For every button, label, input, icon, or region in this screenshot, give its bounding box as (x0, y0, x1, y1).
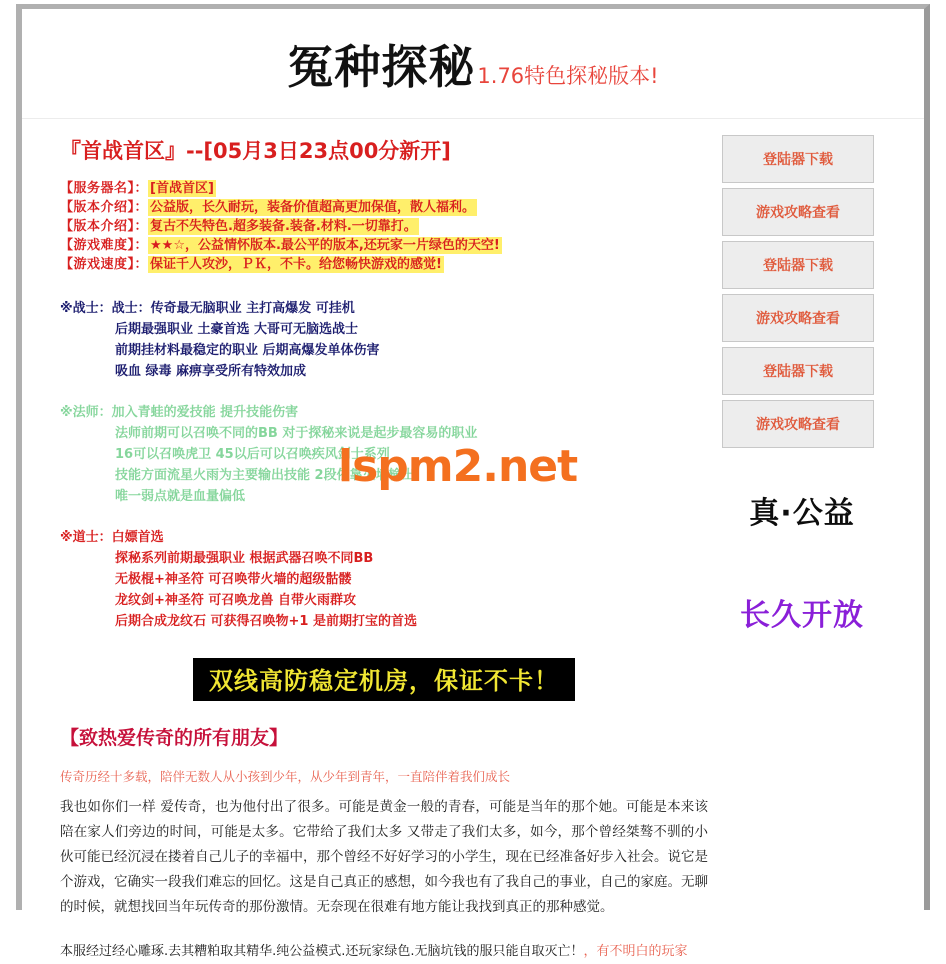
spec-label: 【服务器名】： (60, 181, 149, 196)
download-launcher-button[interactable]: 登陆器下载 (722, 347, 874, 395)
letter-tail-black: 本服经过经心雕琢.去其糟粕取其精华.纯公益模式.还玩家绿色.无脑坑钱的服只能自取灭亡！ (60, 944, 584, 959)
class-first-line (60, 527, 708, 548)
page-subtitle: 1.76特色探秘版本! (477, 64, 659, 88)
spec-row (60, 179, 708, 198)
page-frame (16, 4, 930, 959)
download-launcher-button[interactable]: 登陆器下载 (722, 135, 874, 183)
class-first-text: 加入青蛙的爱技能 提升技能伤害 (111, 405, 299, 420)
sidebar-slogan-genuine-welfare: 真·公益 (749, 496, 855, 531)
spec-value: 复古不失特色.超多装备.装备.材料.一切靠打。 (150, 219, 417, 234)
spec-label: 【版本介绍】： (60, 200, 149, 215)
site-watermark: lspm2.net (338, 441, 578, 492)
spec-label: 【游戏难度】： (60, 238, 149, 253)
game-guide-button[interactable]: 游戏攻略查看 (722, 188, 874, 236)
class-first-line (60, 298, 708, 319)
class-block-mage (60, 402, 708, 507)
letter-title: 【致热爱传奇的所有朋友】 (60, 727, 289, 749)
letter-tail-red: ，有不明白的玩家 (583, 944, 688, 959)
spec-value: 保证千人攻沙，ＰＫ，不卡。给您畅快游戏的感觉! (150, 257, 442, 272)
class-tag: ※法师： (60, 405, 112, 420)
page-title: 冤种探秘 (287, 40, 476, 94)
server-spec-list (60, 179, 708, 274)
class-line: 后期最强职业 土豪首选 大哥可无脑选战士 (115, 322, 359, 337)
letter-tail (60, 940, 720, 964)
class-block-warrior (60, 298, 708, 382)
stability-banner (60, 658, 708, 701)
site-header (22, 9, 924, 118)
class-first-line (60, 402, 708, 423)
class-line: 后期合成龙纹石 可获得召唤物+1 是前期打宝的首选 (115, 614, 417, 629)
download-launcher-button[interactable]: 登陆器下载 (722, 241, 874, 289)
class-first-text: 白嫖首选 (111, 530, 164, 545)
game-guide-button[interactable]: 游戏攻略查看 (722, 294, 874, 342)
class-first-text: 战士：传奇最无脑职业 主打高爆发 可挂机 (111, 301, 355, 316)
sidebar-slogan-long-term-open: 长久开放 (740, 598, 864, 633)
spec-row (60, 198, 708, 217)
letter-body: 我也如你们一样 爱传奇，也为他付出了很多。可能是黄金一般的青春，可能是当年的那个她。可能是本来该陪在家人们旁边的时间，可能是太多。它带给了我们太多 又带走了我们太多，如今，那个曾经桀骜不驯的小伙可能已经沉浸在搂着自己儿子的幸福中，那个曾经不好好学习的小学生，现在已经准备好步入社会。说它是个游戏，它确实一段我们难忘的回忆。这是自己真正的感想，如今我也有了我自己的事业，自己的家庭。无聊的时候，就想找回当年玩传奇的那份激情。无奈现在很难有地方能让我找到真正的那种感觉。 (60, 799, 708, 915)
class-line: 吸血 绿毒 麻痹享受所有特效加成 (115, 364, 307, 379)
spec-row (60, 217, 708, 236)
spec-row (60, 255, 708, 274)
server-heading: 『首战首区』--[05月3日23点00分新开] (60, 139, 451, 163)
stability-banner-text: 双线高防稳定机房，保证不卡！ (193, 658, 575, 701)
right-sidebar (722, 135, 882, 634)
class-line: 16可以召唤虎卫 45以后可以召唤疾风剑士系列 (115, 447, 390, 462)
class-line: 技能方面流星火雨为主要输出技能 2段依靠火墙输出 (115, 468, 415, 483)
class-line: 前期挂材料最稳定的职业 后期高爆发单体伤害 (115, 343, 380, 358)
class-line: 探秘系列前期最强职业 根据武器召唤不同BB (115, 551, 374, 566)
class-tag: ※战士： (60, 301, 112, 316)
site-header-inner (22, 31, 924, 97)
spec-label: 【游戏速度】： (60, 257, 149, 272)
letter-lead: 传奇历经十多载，陪伴无数人从小孩到少年，从少年到青年，一直陪伴着我们成长 (60, 769, 511, 784)
spec-value: 公益版，长久耐玩，装备价值超高更加保值，散人福利。 (150, 200, 476, 215)
class-line: 无极棍+神圣符 可召唤带火墙的超级骷髅 (115, 572, 352, 587)
class-tag: ※道士： (60, 530, 112, 545)
main-content (60, 135, 708, 964)
class-line: 唯一弱点就是血量偏低 (115, 489, 246, 504)
class-block-taoist (60, 527, 708, 632)
class-line: 法师前期可以召唤不同的BB 对于探秘来说是起步最容易的职业 (115, 426, 478, 441)
spec-row (60, 236, 708, 255)
header-divider (22, 118, 924, 119)
page-inner (22, 9, 924, 959)
game-guide-button[interactable]: 游戏攻略查看 (722, 400, 874, 448)
class-line: 龙纹剑+神圣符 可召唤龙兽 自带火雨群攻 (115, 593, 356, 608)
spec-label: 【版本介绍】： (60, 219, 149, 234)
spec-value: ★★☆，公益情怀版本.最公平的版本,还玩家一片绿色的天空! (150, 238, 500, 253)
spec-value: [首战首区] (150, 181, 214, 196)
